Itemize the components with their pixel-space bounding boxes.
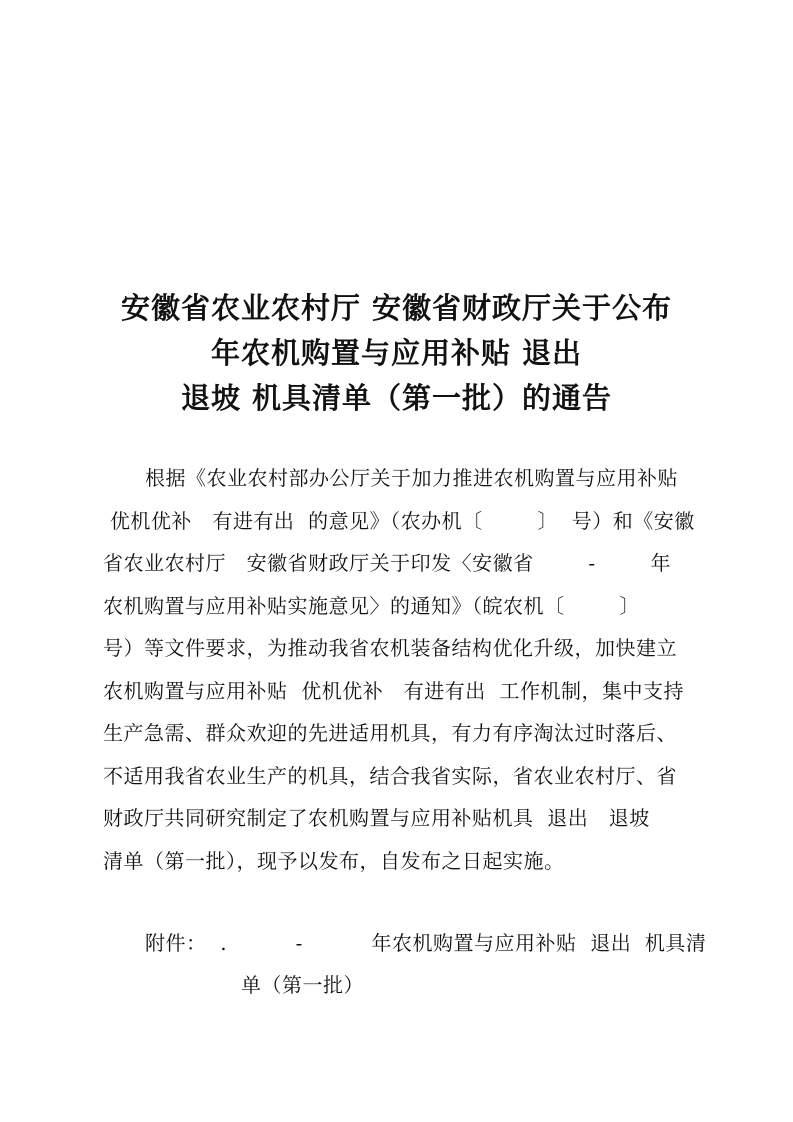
- body-paragraph-line: 生产急需、群众欢迎的先进适用机具，有力有序淘汰过时落后、: [103, 721, 677, 745]
- body-paragraph-line: 不适用我省农业生产的机具，结合我省实际，省农业农村厅、省: [103, 764, 677, 788]
- attachment-line-1: 附件： . - 年农机购置与应用补贴 退出 机具清: [145, 931, 707, 955]
- body-paragraph-line: 农机购置与应用补贴实施意见〉的通知》（皖农机〔 〕: [103, 594, 640, 618]
- body-paragraph-line: 优机优补 有进有出 的意见》（农办机〔 〕 号）和《安徽: [103, 509, 695, 533]
- notice-title-line-2: 年农机购置与应用补贴 退出: [210, 336, 583, 370]
- body-paragraph-line: 农机购置与应用补贴 优机优补 有进有出 工作机制，集中支持: [103, 679, 685, 703]
- body-paragraph-line: 省农业农村厅 安徽省财政厅关于印发〈安徽省 - 年: [103, 551, 672, 575]
- body-paragraph-line: 财政厅共同研究制定了农机购置与应用补贴机具 退出 退坡: [103, 806, 650, 830]
- notice-title-line-1: 安徽省农业农村厅 安徽省财政厅关于公布: [120, 291, 673, 325]
- body-paragraph-line: 根据《农业农村部办公厅关于加力推进农机购置与应用补贴: [145, 466, 678, 490]
- notice-title-line-3: 退坡 机具清单（第一批）的通告: [180, 381, 613, 415]
- attachment-line-2: 单（第一批）: [241, 973, 364, 997]
- body-paragraph-line: 清单（第一批），现予以发布，自发布之日起实施。: [103, 849, 565, 873]
- body-paragraph-line: 号）等文件要求，为推动我省农机装备结构优化升级，加快建立: [103, 636, 677, 660]
